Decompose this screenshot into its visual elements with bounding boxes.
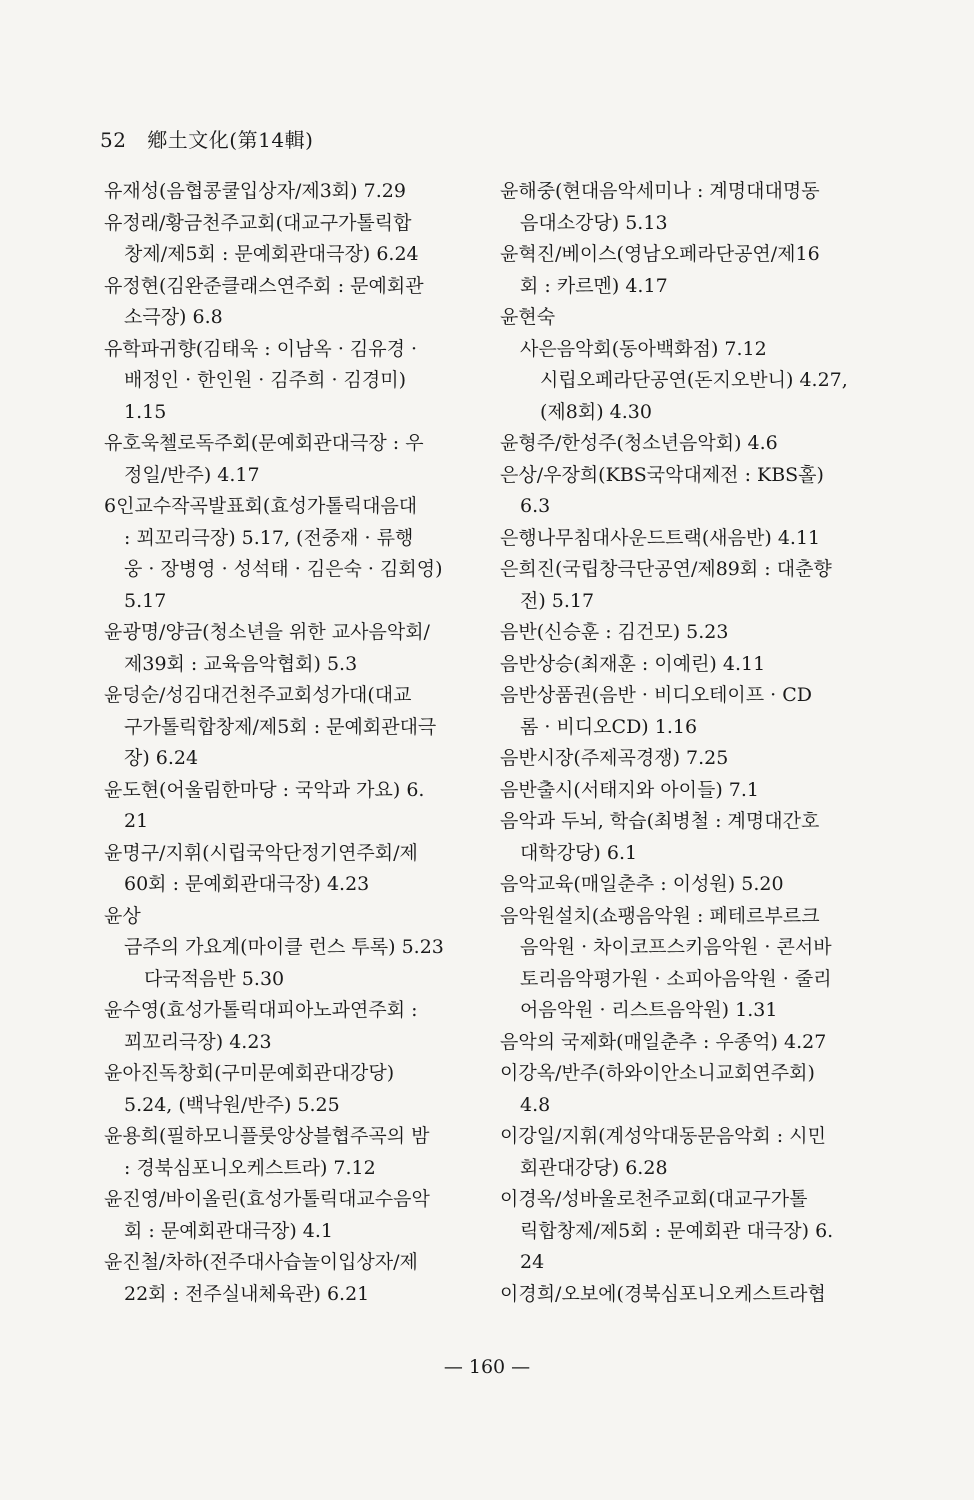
entry-line: 음악원 · 차이코프스키음악원 · 콘서바 [520,936,832,958]
entry-line: 22회 : 전주실내체육관) 6.21 [124,1282,370,1305]
entry-line: 음반시장(주제곡경쟁) 7.25 [500,747,729,769]
entry-line: (제8회) 4.30 [540,400,652,423]
entry-line: 유정래/황금천주교회(대교구가톨릭합 [104,211,412,234]
index-entry [104,838,494,901]
index-entry [500,1279,880,1311]
entry-line: 전) 5.17 [520,589,595,612]
index-entry [500,901,880,1027]
entry-line: 유정현(김완준클래스연주회 : 문예회관 [104,274,424,297]
index-entry [500,523,880,555]
entry-line: 이강일/지휘(계성악대동문음악회 : 시민 [500,1125,826,1147]
index-entry [104,995,494,1058]
index-entry [104,271,494,334]
entry-line: 제39회 : 교육음악협회) 5.3 [124,652,358,675]
index-entry [500,617,880,649]
index-entry [500,1058,880,1121]
entry-line: 6인교수작곡발표회(효성가톨릭대음대 [104,495,418,517]
entry-line: 어음악원 · 리스트음악원) 1.31 [520,999,778,1021]
entry-line: 윤수영(효성가톨릭대피아노과연주회 : [104,999,418,1021]
index-entry [500,806,880,869]
index-entry [104,932,494,995]
entry-line: 윤덩순/성김대건천주교회성가대(대교 [104,684,412,706]
index-entry [500,239,880,302]
index-entry [500,649,880,681]
entry-line: 윤현숙 [500,306,556,328]
entry-line: 배정인 · 한인원 · 김주희 · 김경미) [124,369,407,391]
entry-line: 윤혁진/베이스(영남오페라단공연/제16 [500,243,820,265]
index-entry [104,1184,494,1247]
index-entry [104,428,494,491]
index-entry [104,208,494,271]
entry-line: 창제/제5회 : 문예회관대극장) 6.24 [124,243,419,265]
entry-line: 회관대강당) 6.28 [520,1156,668,1179]
entry-line: 은희진(국립창극단공연/제89회 : 대춘향 [500,558,832,580]
entry-line: 꾀꼬리극장) 4.23 [124,1030,272,1053]
header-page-number: 52 [100,128,127,152]
entry-line: 정일/반주) 4.17 [124,463,260,486]
entry-line: 이경희/오보에(경북심포니오케스트라협 [500,1282,826,1305]
entry-line: 윤해중(현대음악세미나 : 계명대대명동 [500,180,820,202]
index-entry [104,1247,494,1310]
entry-line: 유재성(음협콩쿨입상자/제3회) 7.29 [104,180,406,202]
index-entry [500,775,880,807]
entry-line: 음반상품권(음반 · 비디오테이프 · CD [500,684,813,706]
entry-line: 웅 · 장병영 · 성석태 · 김은숙 · 김회영) [124,558,443,580]
entry-line: 윤진철/차하(전주대사습놀이입상자/제 [104,1251,418,1273]
entry-line: 시립오페라단공연(돈지오반니) 4.27, [540,369,848,391]
entry-line: 은상/우장희(KBS국악대제전 : KBS홀) [500,463,824,486]
entry-line: 이경옥/성바울로천주교회(대교구가톨 [500,1188,808,1210]
entry-line: 6.3 [520,495,551,517]
entry-line: 장) 6.24 [124,747,199,769]
entry-line: 음반(신승훈 : 김건모) 5.23 [500,621,729,643]
index-entry [104,775,494,838]
entry-line: 윤아진독창회(구미문예회관대강당) [104,1062,395,1084]
entry-line: 1.15 [124,400,167,423]
entry-line: 윤용희(필하모니플룻앙상블협주곡의 밤 [104,1125,430,1147]
entry-line: 윤진영/바이올린(효성가톨릭대교수음악 [104,1188,430,1210]
index-entry [104,1121,494,1184]
entry-line: 24 [520,1251,545,1273]
entry-line: : 꾀꼬리극장) 5.17, (전중재 · 류행 [124,526,414,549]
entry-line: 음대소강당) 5.13 [520,211,668,234]
entry-line: 윤도현(어울림한마당 : 국악과 가요) 6. [104,778,425,801]
entry-line: 소극장) 6.8 [124,306,223,328]
running-header [100,124,313,153]
index-entry [500,743,880,775]
index-entry [104,680,494,775]
entry-line: 롬 · 비디오CD) 1.16 [520,715,698,738]
index-entry [104,334,494,429]
entry-line: 회 : 카르멘) 4.17 [520,274,668,297]
entry-line: 은행나무침대사운드트랙(새음반) 4.11 [500,526,821,549]
entry-line: 21 [124,810,149,832]
entry-line: 금주의 가요계(마이클 런스 투록) 5.23 [124,936,444,958]
entry-line: 음악의 국제화(매일춘추 : 우종억) 4.27 [500,1030,827,1053]
entry-line: 음악교육(매일춘추 : 이성원) 5.20 [500,873,784,895]
entry-line: 음반상승(최재훈 : 이예린) 4.11 [500,652,766,675]
header-title: 鄕土文化(第14輯) [147,128,314,152]
index-entry [500,869,880,901]
entry-line: 토리음악평가원 · 소피아음악원 · 줄리 [520,967,832,990]
entry-line: 윤상 [104,904,141,927]
entry-line: 5.17 [124,589,167,612]
entry-line: 회 : 문예회관대극장) 4.1 [124,1219,333,1242]
entry-line: 대학강당) 6.1 [520,841,638,864]
index-entry [104,617,494,680]
entry-line: 구가톨릭합창제/제5회 : 문예회관대극 [124,715,437,738]
index-entry [104,1058,494,1121]
entry-line: 유학파귀향(김태욱 : 이남옥 · 김유경 · [104,337,418,360]
entry-line: 사은음악회(동아백화점) 7.12 [520,337,767,360]
entry-line: 다국적음반 5.30 [144,967,285,990]
entry-line: 음반출시(서태지와 아이들) 7.1 [500,778,760,801]
index-entry [104,901,494,933]
entry-line: 음악원설치(쇼팽음악원 : 페테르부르크 [500,904,820,927]
entry-line: 4.8 [520,1093,551,1116]
index-entry [500,334,880,429]
entry-line: 윤명구/지휘(시립국악단정기연주회/제 [104,841,418,864]
page-footer: — 160 — [443,1356,531,1378]
entry-line: : 경북심포니오케스트라) 7.12 [124,1156,376,1179]
index-entry [500,1027,880,1059]
entry-line: 릭합창제/제5회 : 문예회관 대극장) 6. [520,1219,834,1242]
index-entry [500,428,880,460]
index-entry [500,554,880,617]
index-entry [104,491,494,617]
index-entry [500,1184,880,1279]
entry-line: 유호욱첼로독주회(문예회관대극장 : 우 [104,432,424,454]
entry-line: 5.24, (백낙원/반주) 5.25 [124,1093,340,1116]
index-entry [500,302,880,334]
entry-line: 음악과 두뇌, 학습(최병철 : 계명대간호 [500,810,820,832]
right-column [500,176,880,1310]
index-entry [500,1121,880,1184]
entry-line: 윤광명/양금(청소년을 위한 교사음악회/ [104,621,430,643]
entry-line: 60회 : 문예회관대극장) 4.23 [124,873,370,895]
index-entry [500,176,880,239]
entry-line: 윤형주/한성주(청소년음악회) 4.6 [500,432,778,454]
index-entry [104,176,494,208]
index-entry [500,680,880,743]
left-column [104,176,494,1310]
index-entry [500,460,880,523]
entry-line: 이강옥/반주(하와이안소니교회연주회) [500,1062,815,1084]
